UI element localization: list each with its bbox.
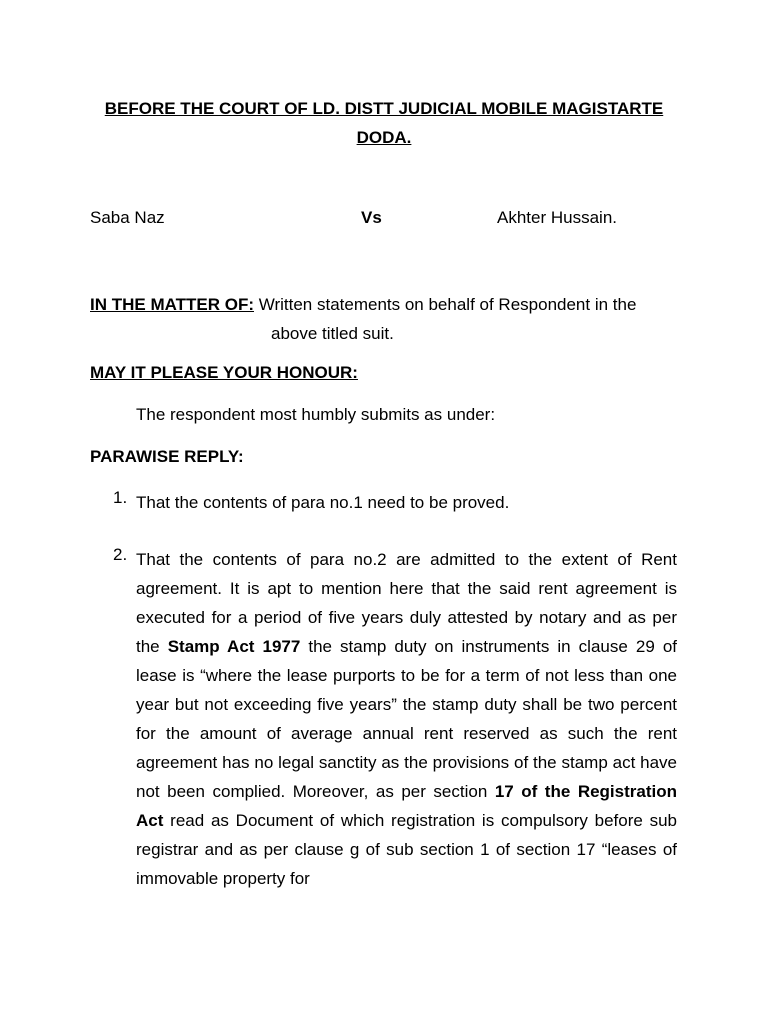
court-heading-line2: DODA.: [356, 128, 412, 147]
list-item-number: 2.: [113, 545, 128, 564]
matter-text-line2: above titled suit.: [271, 324, 394, 343]
petitioner-name: Saba Naz: [90, 208, 165, 227]
list-item-text: [136, 545, 677, 893]
matter-text-line1: Written statements on behalf of Respondent in the: [254, 295, 637, 314]
matter-section: [90, 290, 678, 348]
list-item-text-a: That the contents of para no.2 are admitted to the extent of Rent agreement. It is apt to mention here that the said rent agreement is executed for a period of five years duly attested by notary and as per the: [136, 550, 677, 656]
stamp-act-ref: Stamp Act 1977: [167, 637, 301, 656]
submission-text: The respondent most humbly submits as under:: [136, 405, 496, 424]
list-item-number: 1.: [113, 488, 128, 507]
court-heading-line1: BEFORE THE COURT OF LD. DISTT JUDICIAL MOBILE MAGISTARTE: [104, 99, 664, 118]
respondent-name: Akhter Hussain.: [497, 208, 617, 227]
registration-act-ref: 17 of the Registration Act: [136, 782, 677, 830]
list-item-text: That the contents of para no.1 need to be proved.: [136, 493, 510, 512]
parties-line: [0, 208, 768, 232]
list-item-text-b: the stamp duty on instruments in clause 29 of lease is “where the lease purports to be for a term of not less than one year but not exceeding five years” the stamp duty shall be two percent for the amount of average annual rent reserved as such the rent agreement has no legal sanctity as the provisions of the stamp act have not been complied. Moreover, as per section: [136, 637, 677, 801]
versus-label: Vs: [361, 208, 382, 227]
honour-heading: MAY IT PLEASE YOUR HONOUR:: [90, 363, 358, 382]
parawise-heading: PARAWISE REPLY:: [90, 447, 244, 466]
list-item-text-c: read as Document of which registration is compulsory before sub registrar and as per clause g of sub section 1 of section 17 “leases of immovable property for: [136, 811, 677, 888]
matter-label: IN THE MATTER OF:: [90, 295, 254, 314]
court-heading: [90, 94, 678, 152]
